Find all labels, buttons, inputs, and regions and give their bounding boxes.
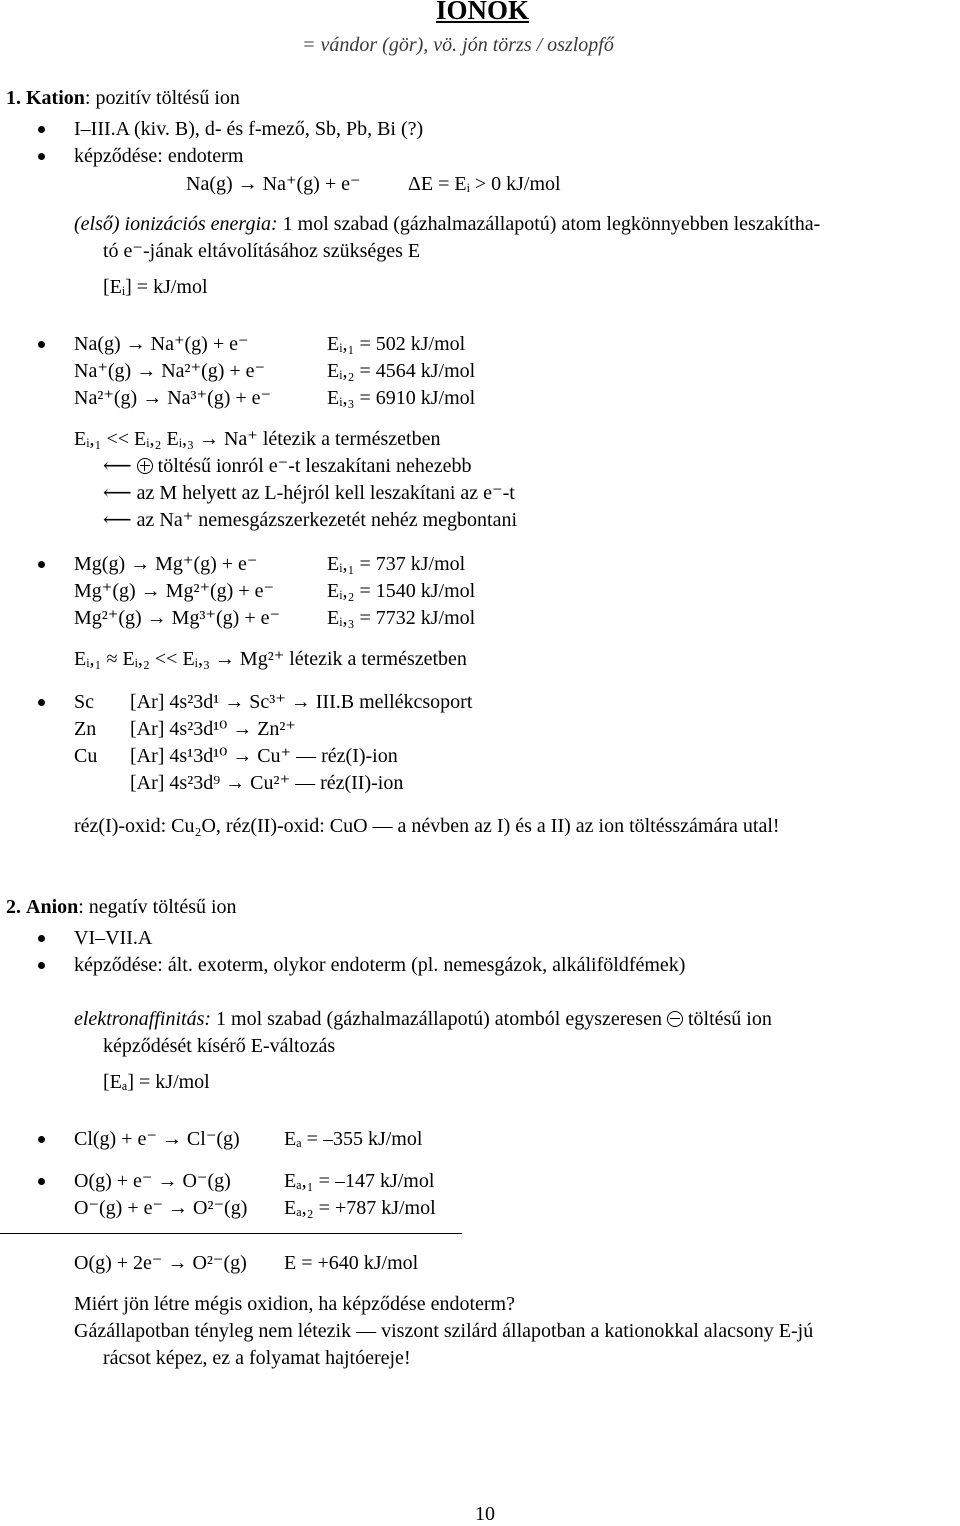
na-summary: Eᵢ,₁ << Eᵢ,₂ Eᵢ,₃ → Na⁺ létezik a természetben <box>74 428 441 450</box>
mg-eq-2: Mg⁺(g) → Mg²⁺(g) + e⁻ <box>74 580 275 602</box>
mg-energy-2: Eᵢ,₂ = 1540 kJ/mol <box>327 580 476 602</box>
bullet-icon <box>38 962 45 969</box>
bullet-icon <box>38 1136 45 1143</box>
na-energy-1: Eᵢ,₁ = 502 kJ/mol <box>327 333 466 355</box>
page-number: 10 <box>475 1503 495 1525</box>
section-2-number: 2. <box>6 896 21 918</box>
page-subtitle: = vándor (gör), vö. jón törzs / oszlopfő <box>302 34 614 56</box>
bullet-icon <box>38 153 45 160</box>
cation-groups: I–III.A (kiv. B), d- és f-mező, Sb, Pb, Bi (?) <box>74 118 424 140</box>
ionization-definition-line-1 <box>74 212 820 236</box>
affinity-definition-text-2: töltésű ion <box>687 1008 772 1030</box>
ionization-delta-e: ΔE = Eᵢ > 0 kJ/mol <box>408 173 561 195</box>
anion-formation: képződése: ált. exoterm, olykor endoterm (pl. nemesgázok, alkáliföldfémek) <box>74 954 686 976</box>
o-eq-1: O(g) + e⁻ → O⁻(g) <box>74 1170 231 1192</box>
na-eq-2: Na⁺(g) → Na²⁺(g) + e⁻ <box>74 360 266 382</box>
cation-formation: képződése: endoterm <box>74 145 244 167</box>
sum-divider <box>0 1233 462 1234</box>
left-arrow-icon: ⟵ <box>103 455 132 477</box>
mg-summary: Eᵢ,₁ ≈ Eᵢ,₂ << Eᵢ,₃ → Mg²⁺ létezik a természetben <box>74 648 467 670</box>
tm-config-cu-2: [Ar] 4s²3d⁹ → Cu²⁺ — réz(II)-ion <box>130 772 404 794</box>
ionization-definition-text: 1 mol szabad (gázhalmazállapotú) atom legkönnyebben leszakítha- <box>282 213 821 235</box>
affinity-unit: [Eₐ] = kJ/mol <box>103 1071 210 1093</box>
bullet-icon <box>38 561 45 568</box>
oxide-answer-1: Gázállapotban tényleg nem létezik — viszont szilárd állapotban a kationokkal alacsony E-jú <box>74 1320 814 1342</box>
o-total-eq: O(g) + 2e⁻ → O²⁻(g) <box>74 1252 247 1274</box>
positive-charge-icon <box>137 458 153 474</box>
na-energy-2: Eᵢ,₂ = 4564 kJ/mol <box>327 360 476 382</box>
section-1-heading <box>6 86 240 110</box>
tm-element-sc: Sc <box>74 691 94 713</box>
na-reason-3-text: az Na⁺ nemesgázszerkezetét nehéz megbontani <box>136 509 518 531</box>
affinity-definition-text: 1 mol szabad (gázhalmazállapotú) atomból egyszeresen <box>216 1008 662 1030</box>
cl-equation: Cl(g) + e⁻ → Cl⁻(g) <box>74 1128 240 1150</box>
section-1-number: 1. <box>6 87 21 109</box>
na-eq-3: Na²⁺(g) → Na³⁺(g) + e⁻ <box>74 387 272 409</box>
bullet-icon <box>38 935 45 942</box>
tm-element-zn: Zn <box>74 718 97 740</box>
mg-energy-3: Eᵢ,₃ = 7732 kJ/mol <box>327 607 476 629</box>
bullet-icon <box>38 1178 45 1185</box>
tm-config-cu-1: [Ar] 4s¹3d¹⁰ → Cu⁺ — réz(I)-ion <box>130 745 398 767</box>
section-2-title: Anion <box>26 896 79 918</box>
left-arrow-icon: ⟵ <box>103 482 132 504</box>
bullet-icon <box>38 341 45 348</box>
page-title: IONOK <box>436 0 530 25</box>
ionization-equation: Na(g) → Na⁺(g) + e⁻ <box>186 173 361 195</box>
ionization-definition-line-2: tó e⁻-jának eltávolításához szükséges E <box>103 240 421 262</box>
mg-energy-1: Eᵢ,₁ = 737 kJ/mol <box>327 553 466 575</box>
na-energy-3: Eᵢ,₃ = 6910 kJ/mol <box>327 387 476 409</box>
oxide-answer-2: rácsot képez, ez a folyamat hajtóereje! <box>103 1347 411 1369</box>
section-2-heading <box>6 895 237 919</box>
affinity-definition-line-1 <box>74 1007 772 1031</box>
ionization-unit: [Eᵢ] = kJ/mol <box>103 276 208 298</box>
na-eq-1: Na(g) → Na⁺(g) + e⁻ <box>74 333 249 355</box>
tm-config-sc: [Ar] 4s²3d¹ → Sc³⁺ → III.B mellékcsoport <box>130 691 473 713</box>
bullet-icon <box>38 699 45 706</box>
na-reason-2-text: az M helyett az L-héjról kell leszakítani az e⁻-t <box>136 482 515 504</box>
mg-eq-3: Mg²⁺(g) → Mg³⁺(g) + e⁻ <box>74 607 281 629</box>
negative-charge-icon <box>667 1011 683 1027</box>
section-1-title: Kation <box>26 87 85 109</box>
tm-element-cu: Cu <box>74 745 98 767</box>
bullet-icon <box>38 126 45 133</box>
na-reason-2 <box>103 481 515 505</box>
affinity-term: elektronaffinitás: <box>74 1008 212 1030</box>
tm-config-zn: [Ar] 4s²3d¹⁰ → Zn²⁺ <box>130 718 296 740</box>
oxide-question: Miért jön létre mégis oxidion, ha képződése endoterm? <box>74 1293 515 1315</box>
na-reason-1 <box>103 454 471 478</box>
affinity-definition-line-2: képződését kísérő E-változás <box>103 1035 336 1057</box>
section-1-title-rest: : pozitív töltésű ion <box>84 87 240 109</box>
ionization-term: (első) ionizációs energia: <box>74 213 278 235</box>
section-2-title-rest: : negatív töltésű ion <box>78 896 237 918</box>
copper-oxide-note: réz(I)-oxid: Cu₂O, réz(II)-oxid: CuO — a névben az I) és a II) az ion töltésszámára utal! <box>74 815 780 837</box>
o-energy-1: Eₐ,₁ = –147 kJ/mol <box>284 1170 435 1192</box>
na-reason-1-text: töltésű ionról e⁻-t leszakítani nehezebb <box>157 455 472 477</box>
o-total-energy: E = +640 kJ/mol <box>284 1252 419 1274</box>
o-energy-2: Eₐ,₂ = +787 kJ/mol <box>284 1197 436 1219</box>
left-arrow-icon: ⟵ <box>103 509 132 531</box>
cl-energy: Eₐ = –355 kJ/mol <box>284 1128 423 1150</box>
anion-groups: VI–VII.A <box>74 927 153 949</box>
o-eq-2: O⁻(g) + e⁻ → O²⁻(g) <box>74 1197 248 1219</box>
mg-eq-1: Mg(g) → Mg⁺(g) + e⁻ <box>74 553 258 575</box>
na-reason-3 <box>103 508 517 532</box>
